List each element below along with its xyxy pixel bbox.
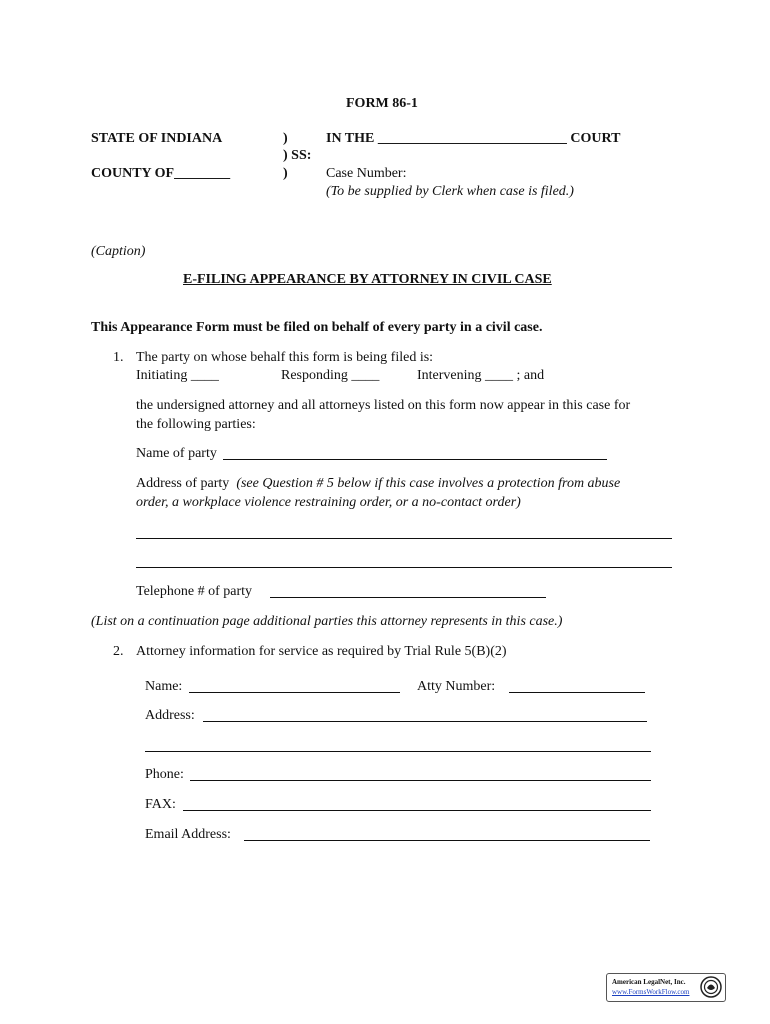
responding-option[interactable]: Responding ____: [281, 368, 380, 383]
state-label: STATE OF INDIANA: [91, 131, 223, 146]
form-title: FORM 86-1: [346, 96, 418, 111]
case-number-note: (To be supplied by Clerk when case is filed.): [326, 184, 574, 199]
attorney-fax-label: FAX:: [145, 797, 176, 812]
case-number-label: Case Number:: [326, 166, 407, 181]
in-the-label: IN THE: [326, 131, 375, 146]
logo-company: American LegalNet, Inc.: [612, 978, 686, 986]
logo-url[interactable]: www.FormsWorkFlow.com: [612, 988, 690, 996]
attorney-address-field-1[interactable]: [203, 721, 647, 722]
paren-3: ): [283, 166, 288, 181]
caption-label: (Caption): [91, 244, 146, 259]
party-address-label: Address of party (see Question # 5 below if this case involves a protection from abuse: [136, 476, 621, 491]
paren-1: ): [283, 131, 288, 146]
initiating-option[interactable]: Initiating ____: [136, 368, 219, 383]
item2-number: 2.: [113, 644, 124, 659]
attorney-phone-label: Phone:: [145, 767, 184, 782]
party-name-field[interactable]: [223, 459, 607, 460]
party-telephone-label: Telephone # of party: [136, 584, 253, 599]
attorney-fax-field[interactable]: [183, 810, 651, 811]
attorney-address-label: Address:: [145, 708, 195, 723]
appearance-paragraph-line1: the undersigned attorney and all attorneys listed on this form now appear in this case for: [136, 398, 631, 413]
item1-text: The party on whose behalf this form is being filed is:: [136, 350, 434, 365]
ss-label: ) SS:: [283, 148, 312, 163]
party-address-note-line2: order, a workplace violence restraining order, or a no-contact order): [136, 495, 521, 510]
attorney-address-field-2[interactable]: [145, 751, 651, 752]
atty-number-label: Atty Number:: [417, 679, 496, 694]
party-name-label: Name of party: [136, 446, 217, 461]
attorney-phone-field[interactable]: [190, 780, 651, 781]
court-blank[interactable]: ___________________________: [377, 131, 567, 146]
attorney-name-field[interactable]: [189, 692, 400, 693]
attorney-email-field[interactable]: [244, 840, 650, 841]
court-line: [326, 130, 620, 148]
footer-logo[interactable]: [606, 973, 726, 1002]
main-title: E-FILING APPEARANCE BY ATTORNEY IN CIVIL CASE: [183, 272, 552, 287]
item1-number: 1.: [113, 350, 124, 365]
continuation-note: (List on a continuation page additional parties this attorney represents in this case.): [91, 614, 563, 629]
county-blank[interactable]: ________: [174, 166, 231, 181]
party-address-note: (see Question # 5 below if this case involves a protection from abuse: [236, 476, 621, 491]
seal-icon: [700, 976, 722, 998]
intervening-option[interactable]: Intervening ____ ; and: [417, 368, 545, 383]
party-telephone-field[interactable]: [270, 597, 546, 598]
appearance-paragraph-line2: the following parties:: [136, 417, 256, 432]
item2-text: Attorney information for service as required by Trial Rule 5(B)(2): [136, 644, 507, 659]
party-address-field-2[interactable]: [136, 567, 672, 568]
instruction-text: This Appearance Form must be filed on behalf of every party in a civil case.: [91, 320, 543, 335]
party-address-field-1[interactable]: [136, 538, 672, 539]
court-label: COURT: [570, 131, 621, 146]
county-label: COUNTY OF________: [91, 166, 231, 181]
attorney-email-label: Email Address:: [145, 827, 231, 842]
attorney-name-label: Name:: [145, 679, 183, 694]
atty-number-field[interactable]: [509, 692, 645, 693]
